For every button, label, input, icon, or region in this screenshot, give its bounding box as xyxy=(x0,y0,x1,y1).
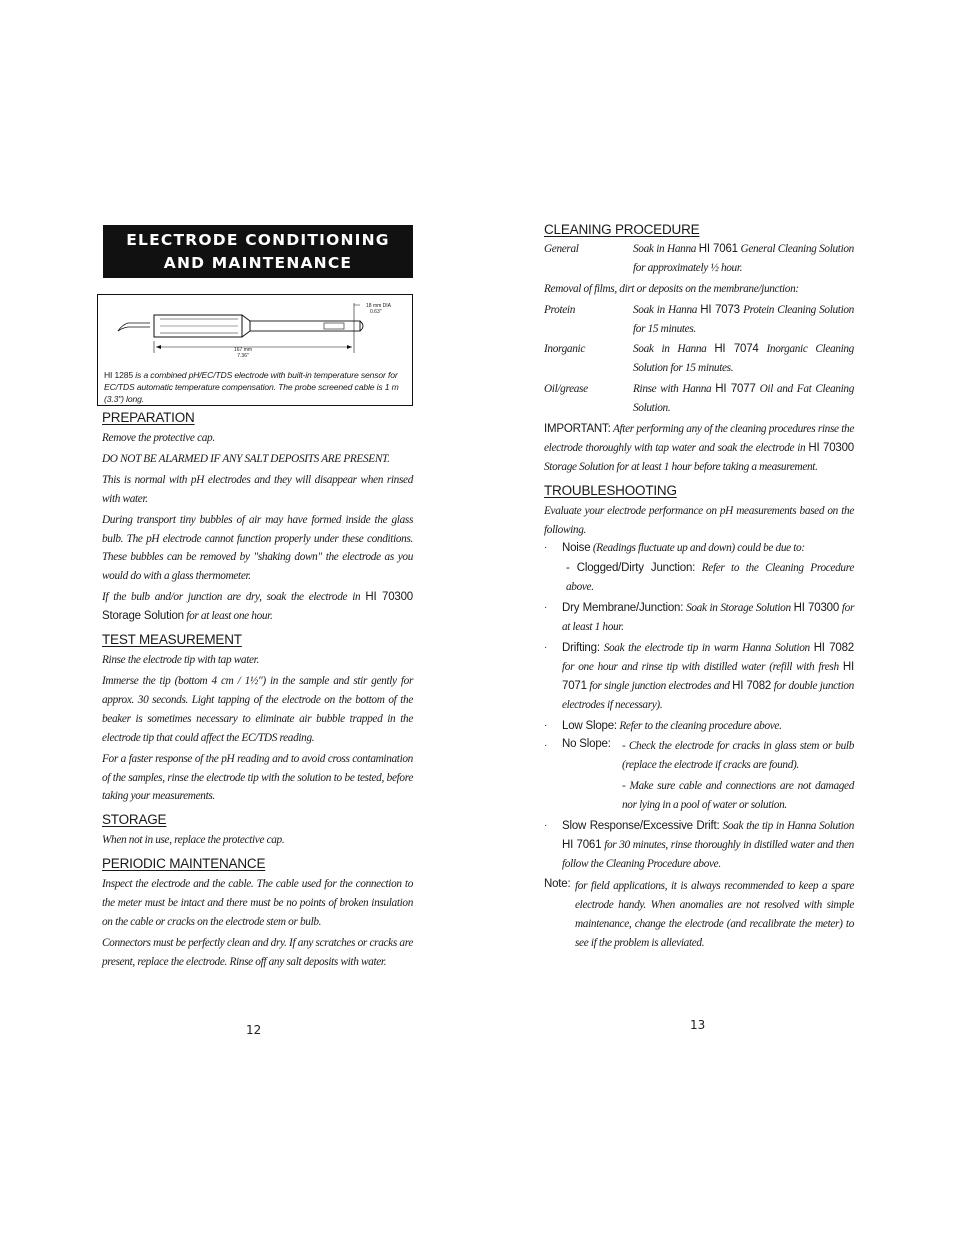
cleaning-inorganic-row: Inorganic Soak in Hanna HI 7074 Inorganic Cleaning Solution for 15 minutes. xyxy=(544,342,854,374)
storage-p1: When not in use, replace the protective cap. xyxy=(102,834,285,847)
note-block: Note: for field applications, it is always recommended to keep a spare electrode handy. When anomalies are not resolved with simple maintenance, change the electrode (and recalibrate the meter) to see if the problem is alleviated. xyxy=(544,878,854,950)
trouble-low-slope: · Low Slope: Refer to the cleaning procedure above. xyxy=(544,720,782,733)
trouble-drifting: · Drifting: Soak the electrode tip in warm Hanna Solution HI 7082 for one hour and rinse tip with distilled water (refill with fresh HI 7071 for single junction electrodes and HI 7082 for double junction electrodes if necessary). xyxy=(544,642,854,712)
dia-label: 18 mm DIA 0.63" xyxy=(366,303,392,315)
page-number-left: 12 xyxy=(246,1023,262,1037)
cleaning-protein-row: Protein Soak in Hanna HI 7073 Protein Cleaning Solution for 15 minutes. xyxy=(544,303,854,335)
troubleshooting-heading: TROUBLESHOOTING xyxy=(544,482,677,498)
preparation-p2: DO NOT BE ALARMED IF ANY SALT DEPOSITS ARE PRESENT. xyxy=(102,452,390,465)
removal-text: Removal of films, dirt or deposits on the membrane/junction: xyxy=(544,283,799,295)
trouble-slow-response: · Slow Response/Excessive Drift: Soak the tip in Hanna Solution HI 7061 for 30 minutes, rinse thoroughly in distilled water and then follow the Cleaning Procedure above. xyxy=(544,820,854,871)
length-label: 167 mm 7.36" xyxy=(234,347,253,359)
preparation-p5: If the bulb and/or junction are dry, soak the electrode in HI 70300 Storage Solution for at least one hour. xyxy=(102,591,413,623)
section-title-line1: ELECTRODE CONDITIONING xyxy=(126,231,390,249)
page-number-right: 13 xyxy=(690,1018,706,1032)
trouble-no-slope: · No Slope: - Check the electrode for cracks in glass stem or bulb (replace the electrode if cracks are found). - Make sure cable and connections are not damaged nor lying in a pool of water or solution. xyxy=(544,738,854,812)
test-p2: Immerse the tip (bottom 4 cm / 1½") in the sample and stir gently for approx. 30 seconds. Light tapping of the electrode on the bottom of the beaker is sometimes necessary to eliminate air bubble trapped in the electrode tip that could affect the EC/TDS reading. xyxy=(102,674,413,744)
storage-heading: STORAGE xyxy=(102,812,167,828)
trouble-noise: · Noise (Readings fluctuate up and down) could be due to: xyxy=(544,542,805,555)
electrode-figure xyxy=(97,294,413,406)
periodic-p2: Connectors must be perfectly clean and dry. If any scratches or cracks are present, replace the electrode. Rinse off any salt deposits with water. xyxy=(102,936,413,968)
section-title xyxy=(103,225,413,278)
periodic-heading: PERIODIC MAINTENANCE xyxy=(102,856,266,872)
preparation-p3: This is normal with pH electrodes and they will disappear when rinsed with water. xyxy=(102,473,413,505)
preparation-p4: During transport tiny bubbles of air may have formed inside the glass bulb. The pH electrode cannot function properly under these conditions. These bubbles can be removed by "shaking down" the electrode as you would do with a glass thermometer. xyxy=(102,513,413,583)
preparation-heading: PREPARATION xyxy=(102,410,195,425)
important-note: IMPORTANT: After performing any of the cleaning procedures rinse the electrode thoroughly with tap water and soak the electrode in HI 70300 Storage Solution for at least 1 hour before taking a measurement. xyxy=(544,422,854,473)
cleaning-heading: CLEANING PROCEDURE xyxy=(544,222,700,237)
trouble-clogged: - Clogged/Dirty Junction: Refer to the Cleaning Procedure above. xyxy=(566,562,854,594)
trouble-intro: Evaluate your electrode performance on pH measurements based on the following. xyxy=(544,504,854,536)
cleaning-general-row: General Soak in Hanna HI 7061 General Cleaning Solution for approximately ½ hour. xyxy=(544,240,854,280)
section-title-line2: AND MAINTENANCE xyxy=(163,254,353,272)
test-heading: TEST MEASUREMENT xyxy=(102,632,242,648)
figure-caption: HI 1285 is a combined pH/EC/TDS electrode with built-in temperature sensor for EC/TDS automatic temperature compensation. The probe screened cable is 1 m (3.3") long. xyxy=(104,370,399,404)
test-p1: Rinse the electrode tip with tap water. xyxy=(102,654,259,667)
periodic-p1: Inspect the electrode and the cable. The cable used for the connection to the meter must be intact and there must be no points of broken insulation on the cable or cracks on the electrode stem or bulb. xyxy=(102,878,413,929)
trouble-dry: · Dry Membrane/Junction: Soak in Storage Solution HI 70300 for at least 1 hour. xyxy=(544,602,854,634)
cleaning-oil-row: Oil/grease Rinse with Hanna HI 7077 Oil and Fat Cleaning Solution. xyxy=(544,382,854,414)
general-label: General xyxy=(544,243,579,255)
test-p3: For a faster response of the pH reading and to avoid cross contamination of the samples, rinse the electrode tip with the solution to be tested, before taking your measurements. xyxy=(102,752,413,803)
preparation-p1: Remove the protective cap. xyxy=(102,432,215,444)
